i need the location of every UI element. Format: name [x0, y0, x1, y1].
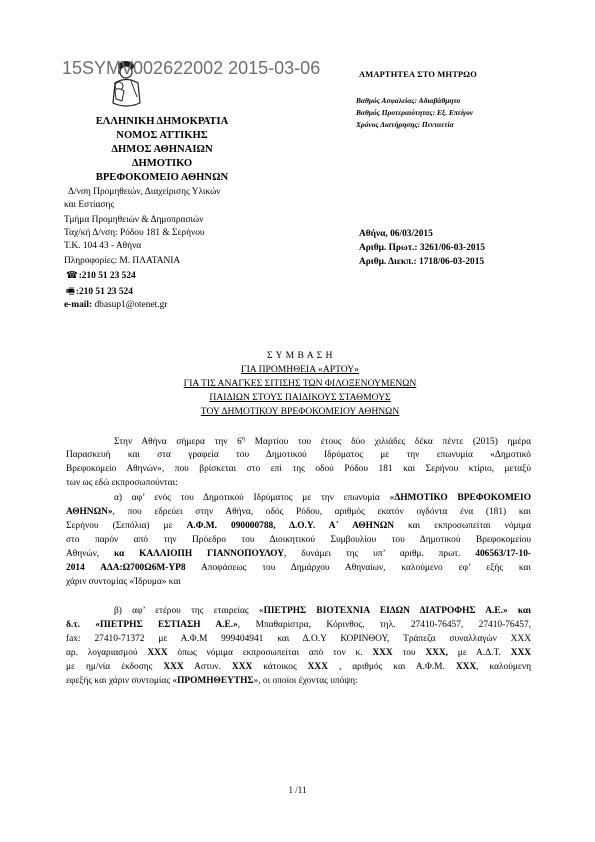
intro-line: των ως εδώ εκπροσωπούνται:	[66, 478, 178, 488]
document-stamp: 15SYMV002622002 2015-03-06	[62, 58, 321, 78]
header-country: ΕΛΛΗΝΙΚΗ ΔΗΜΟΚΡΑΤΙΑ	[95, 116, 229, 127]
department-phone	[66, 270, 136, 281]
document-date: Αθήνα, 06/03/2015	[359, 229, 433, 239]
party-a-line: χάριν συντομίας «Ίδρυμα» και	[66, 577, 181, 587]
party-a-line: ΑΘΗΝΩΝ», που εδρεύει στην Αθήνα, οδός Ρόδου, αριθμός εκατόν ογδόντα ένα (181) και	[66, 507, 531, 517]
party-a-line: α) αφ’ ενός του Δημοτικού Ιδρύματος με την επωνυμία «ΔΗΜΟΤΙΚΟ ΒΡΕΦΟΚΟΜΕΙΟ	[114, 493, 531, 503]
department-postal: Τ.Κ. 104 43 - Αθήνα	[64, 241, 142, 251]
header-municipality: ΔΗΜΟΣ ΑΘΗΝΑΙΩΝ	[111, 144, 213, 155]
header-entity-line1: ΔΗΜΟΤΙΚΟ	[131, 158, 193, 169]
phone-number: :210 51 23 524	[78, 271, 136, 281]
header-entity-line2: ΒΡΕΦΟΚΟΜΕΙΟ ΑΘΗΝΩΝ	[95, 172, 229, 183]
fax-number: :210 51 23 524	[75, 287, 133, 297]
contract-subject-line2: ΓΙΑ ΤΙΣ ΑΝΑΓΚΕΣ ΣΙΤΙΣΗΣ ΤΩΝ ΦΙΛΟΞΕΝΟΥΜΕΝΩΝ	[183, 378, 417, 389]
department-fax	[66, 284, 133, 300]
retention-period: Χρόνος Διατήρησης: Πενταετία	[356, 120, 454, 129]
intro-line: Βρεφοκομείο Αθηνών», που βρίσκεται στο επί της οδού Ρόδου 181 και Σερήνου κτίριο, μεταξύ	[66, 464, 531, 474]
telephone-icon: ☎	[66, 271, 78, 281]
party-b-line: εφεξής και χάριν συντομίας «ΠΡΟΜΗΘΕΥΤΗΣ», οι οποίοι έχοντας υπόψη:	[66, 676, 358, 686]
party-b-line: αρ. λογαριασμού ΧΧΧ όπως νόμιμα εκπροσωπείται από τον κ. ΧΧΧ του ΧΧΧ, με Α.Δ.Τ. ΧΧΧ	[66, 648, 531, 658]
party-b-line: με ημ/νία έκδοσης ΧΧΧ Αστυν. ΧΧΧ κάτοικος ΧΧΧ , αριθμός και Α.Φ.Μ. ΧΧΧ, καλούμενη	[66, 662, 531, 672]
contract-subject-line4: ΤΟΥ ΔΗΜΟΤΙΚΟΥ ΒΡΕΦΟΚΟΜΕΙΟΥ ΑΘΗΝΩΝ	[200, 406, 400, 417]
priority-degree: Βαθμός Προτεραιότητας: Εξ. Επείγον	[356, 108, 474, 117]
header-prefecture: ΝΟΜΟΣ ΑΤΤΙΚΗΣ	[116, 130, 208, 141]
register-note: ΑΜΑΡΤΗΤΕΑ ΣΤΟ ΜΗΤΡΩΟ	[359, 70, 477, 79]
party-a-line: στο παρόν από την Πρόεδρο του Διοικητικού Συμβουλίου του Δημοτικού Βρεφοκομείου	[66, 535, 531, 545]
intro-line: Παρασκευή και στα γραφεία του Δημοτικού Ιδρύματος με την επωνυμία «Δημοτικό	[66, 450, 531, 460]
department-directorate-cont: και Εστίασης	[64, 200, 115, 210]
party-b-line: fax: 27410-71372 με Α.Φ.Μ 999404941 και Δ.Ο.Υ ΚΟΡΙΝΘΟΥ, Τράπεζα συναλλαγών ΧΧΧ	[66, 634, 531, 644]
security-degree: Βαθμός Ασφαλείας: Αδιαβάθμητο	[356, 96, 461, 105]
party-a-line: Αθηνών, κα ΚΑΛΛΙΟΠΗ ΓΙΑΝΝΟΠΟΥΛΟΥ, δυνάμει της υπ’ αριθμ. πρωτ. 406563/17-10-	[66, 549, 531, 559]
contract-title: Σ Υ Μ Β Α Σ Η	[266, 350, 333, 361]
contract-subject-line3: ΠΑΙΔΙΩΝ ΣΤΟΥΣ ΠΑΙΔΙΚΟΥΣ ΣΤΑΘΜΟΥΣ	[209, 392, 391, 403]
party-b-line: β) αφ’ ετέρου της εταιρείας «ΠΙΕΤΡΗΣ ΒΙΟΤΕΧΝΙΑ ΕΙΔΩΝ ΔΙΑΤΡΟΦΗΣ Α.Ε.» και	[114, 606, 531, 616]
department-directorate: Δ/νση Προμηθειών, Διαχείρισης Υλικών	[68, 187, 221, 197]
fax-icon: 🖷	[66, 287, 75, 297]
page-number: 1 /11	[288, 785, 307, 795]
department-contact-person: Πληροφορίες: Μ. ΠΛΑΤΑΝΙΑ	[64, 256, 181, 266]
party-a-line: Σερήνου (Σεπόλια) με Α.Φ.Μ. 090000788, Δ.Ο.Υ. Α΄ ΑΘΗΝΩΝ και εκπροσωπείται νόμιμα	[66, 521, 531, 531]
department-section: Τμήμα Προμηθειών & Δημοπρασιών	[64, 215, 204, 225]
dispatch-number: Αριθμ. Διεκπ.: 1718/06-03-2015	[359, 257, 485, 267]
department-email	[64, 300, 167, 310]
email-label: e-mail:	[64, 300, 93, 310]
contract-subject-line1: ΓΙΑ ΠΡΟΜΗΘΕΙΑ «ΑΡΤΟΥ»	[241, 364, 359, 375]
party-a-line: 2014 ΑΔΑ:Ω700Ω6Μ-ΥΡ8 Αποφάσεως του Δημάρχου Αθηναίων, καλούμενο εφ’ εξής και	[66, 563, 531, 573]
party-b-line: δ.τ. «ΠΙΕΤΡΗΣ ΕΣΤΙΑΣΗ Α.Ε.», Μπαθαρίστρα, Κόρινθος, τηλ. 27410-76457, 27410-76457,	[66, 620, 531, 630]
department-address: Ταχ/κή Δ/νση: Ρόδου 181 & Σερήνου	[64, 228, 205, 238]
intro-line: Στην Αθήνα σήμερα την $6^\eta$ Μαρτίου του έτους δύο χιλιάδες δέκα πέντε (2015) ημέρα	[114, 436, 531, 448]
protocol-number: Αριθμ. Πρωτ.: 3261/06-03-2015	[359, 243, 485, 253]
email-address[interactable]: dbasup1@otenet.gr	[94, 300, 168, 310]
